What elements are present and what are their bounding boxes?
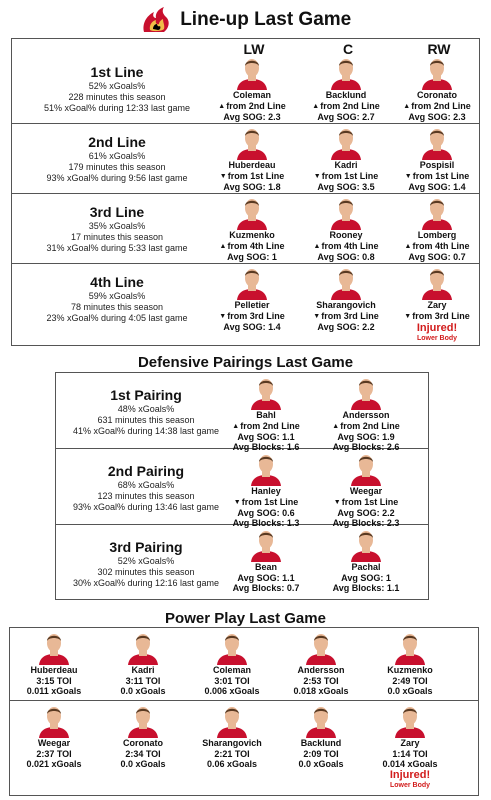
player-name: Huberdeau [30,665,78,675]
player-line-change [298,101,394,112]
player-toi: 1:14 TOI [392,749,428,759]
group-xgoals: 35% xGoals% [88,221,146,231]
player-move-text: from 1st Line [241,497,299,507]
group-info [12,134,222,184]
up-arrow-icon: ▲ [219,243,227,250]
powerplay-section-title: Power Play Last Game [165,610,326,627]
powerplay-table [9,627,479,796]
player-headshot-icon [304,704,338,738]
player-name: Sharangovich [316,300,376,310]
player-name: Coleman [232,90,271,100]
player-name: Andersson [297,665,345,675]
group-minutes: 631 minutes this season [97,415,195,425]
player-headshot-icon [420,196,454,230]
group-name: 1st Line [90,64,144,80]
player-card[interactable] [95,631,191,696]
column-header-rw: RW [427,41,451,57]
player-name: Huberdeau [228,160,276,170]
up-arrow-icon: ▲ [232,423,240,430]
player-headshot-icon [329,126,363,160]
group-info [56,387,236,437]
group-name: 3rd Pairing [109,539,183,555]
player-headshot-icon [126,631,160,665]
player-headshot-icon [329,266,363,300]
player-toi: 2:49 TOI [392,676,428,686]
group-last-game: 51% xGoal% during 12:33 last game [43,103,191,113]
down-arrow-icon: ▼ [404,313,412,320]
player-avg-blocks: Avg Blocks: 1.3 [232,518,300,528]
injury-type: Lower Body [416,335,458,342]
group-xgoals: 59% xGoals% [88,291,146,301]
player-card[interactable] [389,266,485,343]
group-name: 3rd Line [89,204,145,220]
player-headshot-icon [37,631,71,665]
player-avg-sog: Avg SOG: 1.4 [223,322,281,332]
player-name: Hanley [251,486,281,496]
player-xgoals: 0.0 xGoals [120,759,166,769]
player-avg-sog: Avg SOG: 2.7 [317,112,375,122]
player-card[interactable] [298,126,394,192]
group-minutes: 302 minutes this season [97,567,195,577]
player-avg-sog: Avg SOG: 2.3 [408,112,466,122]
player-line-change [318,497,414,508]
down-arrow-icon: ▼ [219,173,227,180]
player-line-change [218,421,314,432]
player-name: Backlund [325,90,367,100]
player-xgoals: 0.0 xGoals [298,759,344,769]
player-card[interactable] [362,631,458,696]
player-line-change [204,171,300,182]
player-headshot-icon [393,704,427,738]
player-name: Kuzmenko [229,230,275,240]
player-move-text: from 1st Line [412,171,470,181]
injured-status: Injured! [416,322,458,334]
player-card[interactable] [218,528,314,593]
powerplay-row [10,628,478,701]
player-line-change [389,101,485,112]
player-line-change [218,497,314,508]
defensive-pairings-table [55,372,429,600]
player-line-change [204,311,300,322]
player-move-text: from 1st Line [321,171,379,181]
player-avg-sog: Avg SOG: 2.2 [317,322,375,332]
down-arrow-icon: ▼ [233,499,241,506]
up-arrow-icon: ▲ [403,103,411,110]
player-name: Andersson [342,410,390,420]
player-line-change [389,241,485,252]
group-info [12,274,222,324]
group-last-game: 23% xGoal% during 4:05 last game [46,313,188,323]
player-xgoals: 0.021 xGoals [26,759,82,769]
player-line-change [204,101,300,112]
group-minutes: 179 minutes this season [68,162,166,172]
player-avg-sog: Avg SOG: 1.1 [237,573,295,583]
up-arrow-icon: ▲ [332,423,340,430]
player-headshot-icon [329,56,363,90]
player-headshot-icon [349,376,383,410]
down-arrow-icon: ▼ [333,499,341,506]
player-card[interactable] [273,631,369,696]
player-name: Lomberg [417,230,457,240]
defense-pair-row [56,525,428,601]
column-header-lw: LW [243,41,265,57]
player-card[interactable] [273,704,369,769]
player-line-change [298,171,394,182]
player-xgoals: 0.06 xGoals [206,759,258,769]
group-last-game: 93% xGoal% during 13:46 last game [72,502,220,512]
powerplay-row [10,701,478,795]
player-xgoals: 0.014 xGoals [382,759,438,769]
forward-lines-table [11,38,480,346]
player-avg-blocks: Avg Blocks: 0.7 [232,583,300,593]
player-move-text: from 3rd Line [321,311,379,321]
player-toi: 3:15 TOI [36,676,72,686]
player-name: Coronato [123,738,163,748]
group-xgoals: 61% xGoals% [88,151,146,161]
forward-line-row [12,194,479,264]
player-avg-sog: Avg SOG: 0.7 [408,252,466,262]
group-info [56,463,236,513]
player-name: Rooney [329,230,363,240]
player-avg-sog: Avg SOG: 0.6 [237,508,295,518]
player-name: Kadri [334,160,358,170]
group-info [12,64,222,114]
injured-status: Injured! [389,769,431,781]
defense-pair-row [56,449,428,528]
player-move-text: from 2nd Line [226,101,286,111]
player-card[interactable] [389,56,485,122]
column-header-c: C [342,41,354,57]
player-name: Weegar [37,738,71,748]
flames-logo-icon [140,6,172,34]
player-move-text: from 1st Line [341,497,399,507]
down-arrow-icon: ▼ [219,313,227,320]
player-name: Coronato [417,90,457,100]
player-name: Zary [427,300,447,310]
group-minutes: 123 minutes this season [97,491,195,501]
player-toi: 2:09 TOI [303,749,339,759]
player-xgoals: 0.018 xGoals [293,686,349,696]
group-info [12,204,222,254]
player-move-text: from 4th Line [412,241,470,251]
player-avg-sog: Avg SOG: 1.1 [237,432,295,442]
player-headshot-icon [393,631,427,665]
player-move-text: from 2nd Line [320,101,380,111]
player-avg-sog: Avg SOG: 1.4 [408,182,466,192]
forward-line-row [12,264,479,342]
player-card[interactable] [6,704,102,769]
player-move-text: from 3rd Line [412,311,470,321]
player-headshot-icon [349,528,383,562]
player-line-change [204,241,300,252]
down-arrow-icon: ▼ [313,173,321,180]
player-headshot-icon [420,126,454,160]
player-name: Kadri [131,665,155,675]
player-move-text: from 2nd Line [340,421,400,431]
defense-pair-row [56,373,428,452]
player-line-change [298,311,394,322]
player-avg-sog: Avg SOG: 1.9 [337,432,395,442]
player-toi: 2:21 TOI [214,749,250,759]
player-avg-sog: Avg SOG: 0.8 [317,252,375,262]
player-toi: 2:53 TOI [303,676,339,686]
group-last-game: 31% xGoal% during 5:33 last game [46,243,188,253]
defense-section-title: Defensive Pairings Last Game [137,354,354,371]
player-headshot-icon [235,196,269,230]
player-name: Bean [254,562,277,572]
player-card[interactable] [298,56,394,122]
player-avg-sog: Avg SOG: 2.2 [337,508,395,518]
player-card[interactable] [184,704,280,769]
page-title: Line-up Last Game [180,9,352,30]
player-card[interactable] [204,56,300,122]
header [0,6,491,34]
player-card[interactable] [204,196,300,262]
down-arrow-icon: ▼ [313,313,321,320]
player-move-text: from 1st Line [227,171,285,181]
player-line-change [389,171,485,182]
player-avg-sog: Avg SOG: 1.8 [223,182,281,192]
player-line-change [389,311,485,322]
group-xgoals: 68% xGoals% [117,480,175,490]
player-move-text: from 4th Line [321,241,379,251]
player-name: Zary [400,738,420,748]
player-headshot-icon [126,704,160,738]
group-name: 2nd Line [88,134,146,150]
player-card[interactable] [389,196,485,262]
player-avg-sog: Avg SOG: 1 [227,252,277,262]
player-headshot-icon [235,126,269,160]
group-minutes: 78 minutes this season [70,302,164,312]
group-xgoals: 52% xGoals% [117,556,175,566]
player-name: Pelletier [234,300,270,310]
group-name: 4th Line [90,274,144,290]
forward-line-row [12,54,479,124]
player-card[interactable] [389,126,485,192]
player-headshot-icon [215,704,249,738]
player-card[interactable] [95,704,191,769]
player-card[interactable] [318,528,414,593]
player-name: Coleman [212,665,251,675]
player-move-text: from 2nd Line [411,101,471,111]
player-headshot-icon [249,376,283,410]
player-headshot-icon [304,631,338,665]
player-headshot-icon [235,56,269,90]
player-card[interactable] [362,704,458,790]
group-xgoals: 48% xGoals% [117,404,175,414]
player-card[interactable] [184,631,280,696]
player-name: Kuzmenko [387,665,433,675]
injury-type: Lower Body [389,782,431,789]
player-headshot-icon [349,452,383,486]
group-last-game: 93% xGoal% during 9:56 last game [46,173,188,183]
player-line-change [298,241,394,252]
player-xgoals: 0.011 xGoals [26,686,82,696]
player-line-change [318,421,414,432]
player-avg-blocks: Avg Blocks: 2.6 [332,442,400,452]
down-arrow-icon: ▼ [404,173,412,180]
player-toi: 2:34 TOI [125,749,161,759]
player-card[interactable] [218,376,314,452]
player-avg-blocks: Avg Blocks: 2.3 [332,518,400,528]
group-info [56,539,236,589]
up-arrow-icon: ▲ [312,103,320,110]
player-toi: 3:01 TOI [214,676,250,686]
forward-line-row [12,124,479,194]
player-card[interactable] [318,452,414,528]
player-avg-blocks: Avg Blocks: 1.1 [332,583,400,593]
group-last-game: 30% xGoal% during 12:16 last game [72,578,220,588]
player-name: Sharangovich [202,738,262,748]
player-card[interactable] [204,266,300,332]
player-xgoals: 0.0 xGoals [120,686,166,696]
player-headshot-icon [37,704,71,738]
player-xgoals: 0.0 xGoals [387,686,433,696]
player-card[interactable] [318,376,414,452]
player-move-text: from 3rd Line [227,311,285,321]
player-headshot-icon [215,631,249,665]
player-card[interactable] [218,452,314,528]
player-move-text: from 2nd Line [240,421,300,431]
player-headshot-icon [329,196,363,230]
player-card[interactable] [298,266,394,332]
up-arrow-icon: ▲ [404,243,412,250]
player-name: Pachal [351,562,381,572]
player-toi: 3:11 TOI [125,676,161,686]
player-name: Pospisil [419,160,455,170]
group-name: 2nd Pairing [107,463,185,479]
player-name: Bahl [256,410,276,420]
player-move-text: from 4th Line [227,241,285,251]
group-xgoals: 52% xGoals% [88,81,146,91]
player-headshot-icon [420,266,454,300]
player-avg-sog: Avg SOG: 1 [341,573,391,583]
player-headshot-icon [249,528,283,562]
group-last-game: 41% xGoal% during 14:38 last game [72,426,220,436]
player-toi: 2:37 TOI [36,749,72,759]
player-avg-sog: Avg SOG: 3.5 [317,182,375,192]
player-headshot-icon [249,452,283,486]
group-minutes: 17 minutes this season [70,232,164,242]
player-headshot-icon [235,266,269,300]
player-avg-sog: Avg SOG: 2.3 [223,112,281,122]
up-arrow-icon: ▲ [218,103,226,110]
group-minutes: 228 minutes this season [68,92,166,102]
player-card[interactable] [298,196,394,262]
player-card[interactable] [6,631,102,696]
up-arrow-icon: ▲ [313,243,321,250]
player-card[interactable] [204,126,300,192]
player-name: Weegar [349,486,383,496]
player-xgoals: 0.006 xGoals [204,686,260,696]
player-avg-blocks: Avg Blocks: 1.6 [232,442,300,452]
group-name: 1st Pairing [110,387,182,403]
player-name: Backlund [300,738,342,748]
player-headshot-icon [420,56,454,90]
